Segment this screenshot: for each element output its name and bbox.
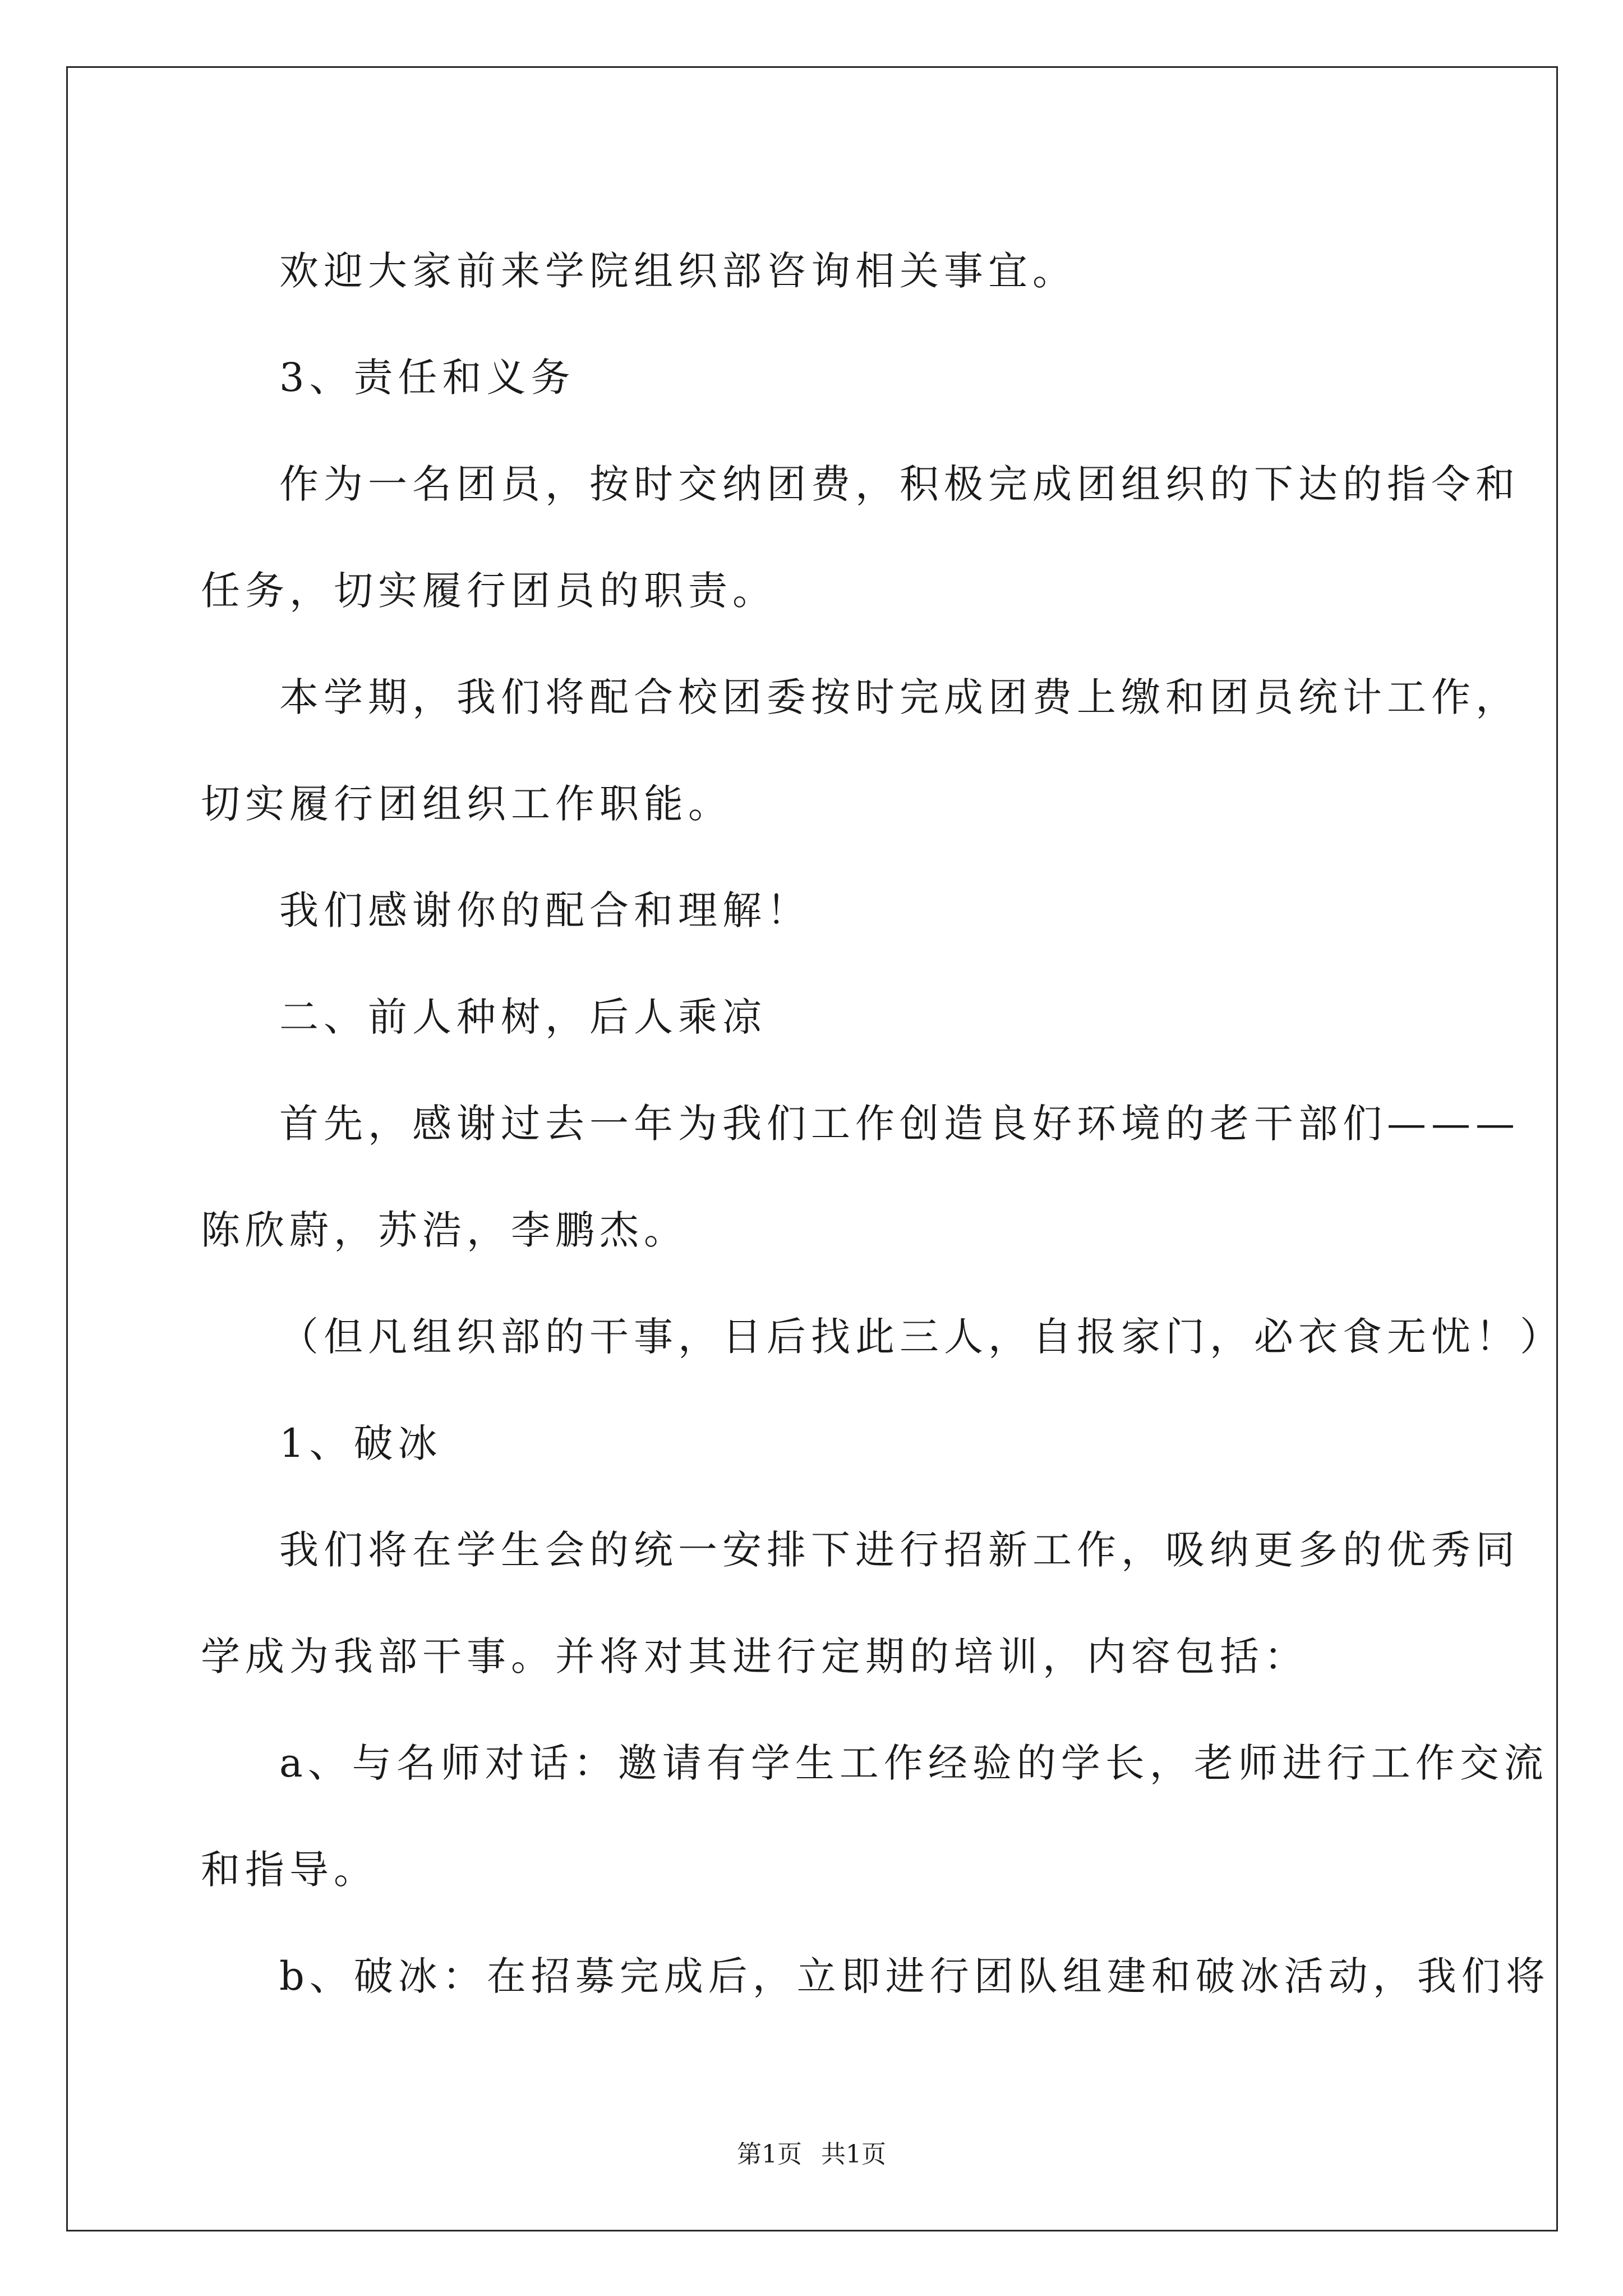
section-heading: 3、责任和义务 [279, 355, 575, 401]
paragraph: b、破冰：在招募完成后，立即进行团队组建和破冰活动，我们将 [279, 1953, 1550, 1999]
paragraph: 首先，感谢过去一年为我们工作创造良好环境的老干部们——— [279, 1101, 1520, 1147]
paragraph: 我们感谢你的配合和理解！ [279, 887, 811, 933]
paragraph: 学成为我部干事。并将对其进行定期的培训，内容包括： [201, 1634, 1308, 1680]
paragraph: 和指导。 [201, 1847, 378, 1893]
page-total: 共1页 [821, 2140, 886, 2169]
page-number: 第1页 [737, 2140, 802, 2169]
paragraph: a、与名师对话：邀请有学生工作经验的学长，老师进行工作交流 [279, 1740, 1548, 1786]
paragraph: 欢迎大家前来学院组织部咨询相关事宜。 [279, 248, 1077, 294]
paragraph: 我们将在学生会的统一安排下进行招新工作，吸纳更多的优秀同 [279, 1527, 1520, 1573]
paragraph: （但凡组织部的干事，日后找此三人，自报家门，必衣食无忧！） [279, 1314, 1564, 1360]
paragraph: 陈欣蔚，苏浩，李鹏杰。 [201, 1207, 688, 1253]
section-heading: 二、前人种树，后人乘凉 [279, 994, 767, 1040]
paragraph: 切实履行团组织工作职能。 [201, 781, 732, 827]
paragraph: 本学期，我们将配合校团委按时完成团费上缴和团员统计工作， [279, 674, 1520, 720]
document-body [201, 218, 1564, 2030]
paragraph: 作为一名团员，按时交纳团费，积极完成团组织的下达的指令和 [279, 461, 1520, 507]
page-footer [0, 2134, 1623, 2170]
paragraph: 任务，切实履行团员的职责。 [201, 568, 777, 614]
section-heading: 1、破冰 [279, 1420, 442, 1466]
